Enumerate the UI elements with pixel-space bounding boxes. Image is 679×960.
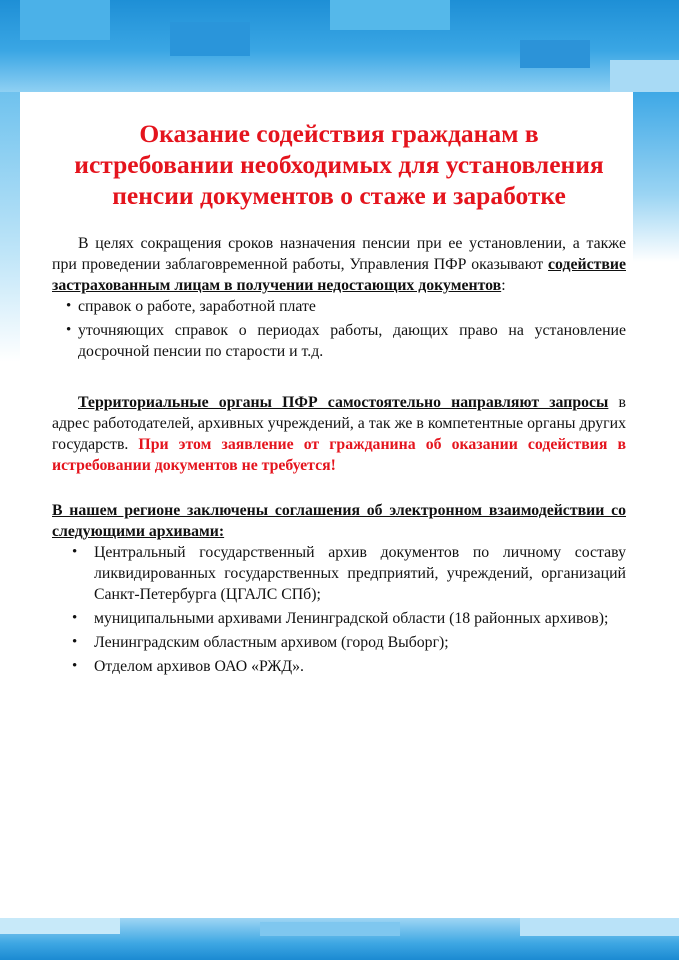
archives-list (52, 542, 626, 677)
intro-underlined-text: содействие застрахованным лицам в получении недостающих документов (52, 256, 626, 294)
bullet-dot-icon: • (66, 298, 72, 314)
region-heading: В нашем регионе заключены соглашения об электронном взаимодействии со следующими архивами: (52, 502, 626, 540)
territorial-bold-text: Территориальные органы ПФР самостоятельно направляют запросы (78, 394, 609, 411)
bottom-decorative-band (0, 918, 679, 960)
list-item: • уточняющих справок о периодах работы, дающих право на установление досрочной пенсии по старости и т.д. (66, 322, 626, 360)
document-content (52, 118, 626, 677)
territorial-text: в адрес работодателей, архивных учреждений, а так же в компетентные органы других государств. (52, 394, 626, 453)
right-decorative-strip (633, 92, 679, 262)
bullet-dot-icon: • (66, 322, 72, 338)
list-item: • Ленинградским областным архивом (город Выборг); (72, 634, 449, 651)
top-decorative-band (0, 0, 679, 92)
list-item: • справок о работе, заработной плате (66, 298, 316, 315)
bullet-dot-icon: • (72, 658, 78, 674)
intro-text: В целях сокращения сроков назначения пенсии при ее установлении, а также при проведении заблаговременной работы, Управления ПФР оказывают (52, 235, 626, 273)
left-decorative-strip (0, 92, 20, 362)
bullet-dot-icon: • (72, 544, 78, 560)
list-item: • Центральный государственный архив документов по личному составу ликвидированных государственных предприятий, учреждений, организаций Санкт-Петербурга (ЦГАЛС СПб); (72, 544, 626, 603)
page-title: Оказание содействия гражданам в истребовании необходимых для установления пенсии документов о стаже и заработке (74, 119, 604, 210)
intro-list (52, 296, 626, 362)
bullet-dot-icon: • (72, 634, 78, 650)
territorial-red-text: При этом заявление от гражданина об оказании содействия в истребовании документов не требуется! (52, 436, 626, 474)
list-item: • муниципальными архивами Ленинградской области (18 районных архивов); (72, 610, 609, 627)
bullet-dot-icon: • (72, 610, 78, 626)
intro-colon: : (501, 277, 506, 294)
territorial-paragraph (52, 392, 626, 476)
intro-paragraph (52, 233, 626, 296)
list-item: • Отделом архивов ОАО «РЖД». (72, 658, 305, 675)
